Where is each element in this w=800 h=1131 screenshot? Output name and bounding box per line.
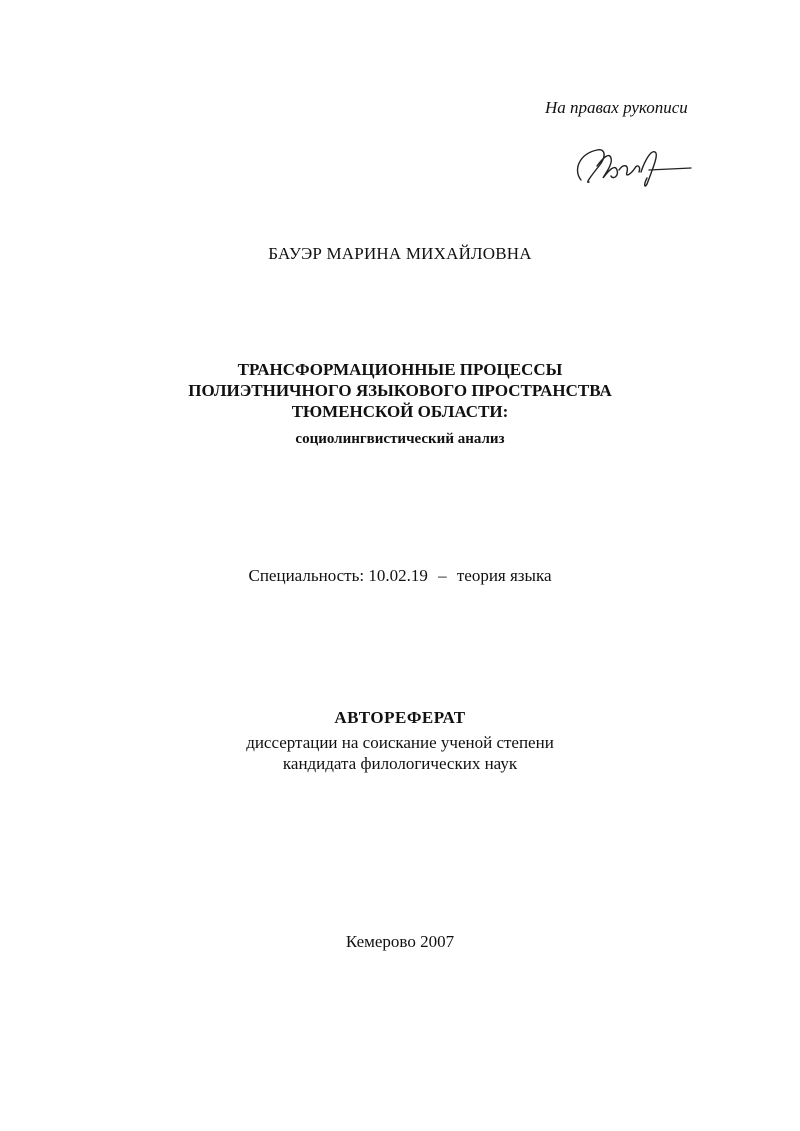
- abstract-heading: АВТОРЕФЕРАТ: [334, 708, 466, 727]
- specialty-label: Специальность:: [248, 566, 365, 585]
- abstract-line: диссертации на соискание ученой степени: [246, 733, 554, 752]
- specialty-separator: –: [438, 566, 447, 585]
- dissertation-subtitle: социолингвистический анализ: [295, 431, 505, 447]
- specialty-code: 10.02.19: [368, 566, 428, 585]
- author-name: БАУЭР МАРИНА МИХАЙЛОВНА: [268, 244, 532, 263]
- specialty-line: [0, 566, 800, 586]
- dissertation-title: [0, 359, 800, 422]
- handwritten-signature: [567, 140, 697, 192]
- abstract-description: [0, 732, 800, 774]
- specialty-name: теория языка: [456, 566, 552, 585]
- abstract-line: кандидата филологических наук: [282, 754, 518, 773]
- title-line: ТЮМЕНСКОЙ ОБЛАСТИ:: [291, 402, 509, 421]
- place-year: Кемерово 2007: [345, 932, 455, 951]
- rights-note: На правах рукописи: [545, 98, 688, 117]
- title-line: ПОЛИЭТНИЧНОГО ЯЗЫКОВОГО ПРОСТРАНСТВА: [188, 381, 612, 400]
- title-line: ТРАНСФОРМАЦИОННЫЕ ПРОЦЕССЫ: [237, 360, 563, 379]
